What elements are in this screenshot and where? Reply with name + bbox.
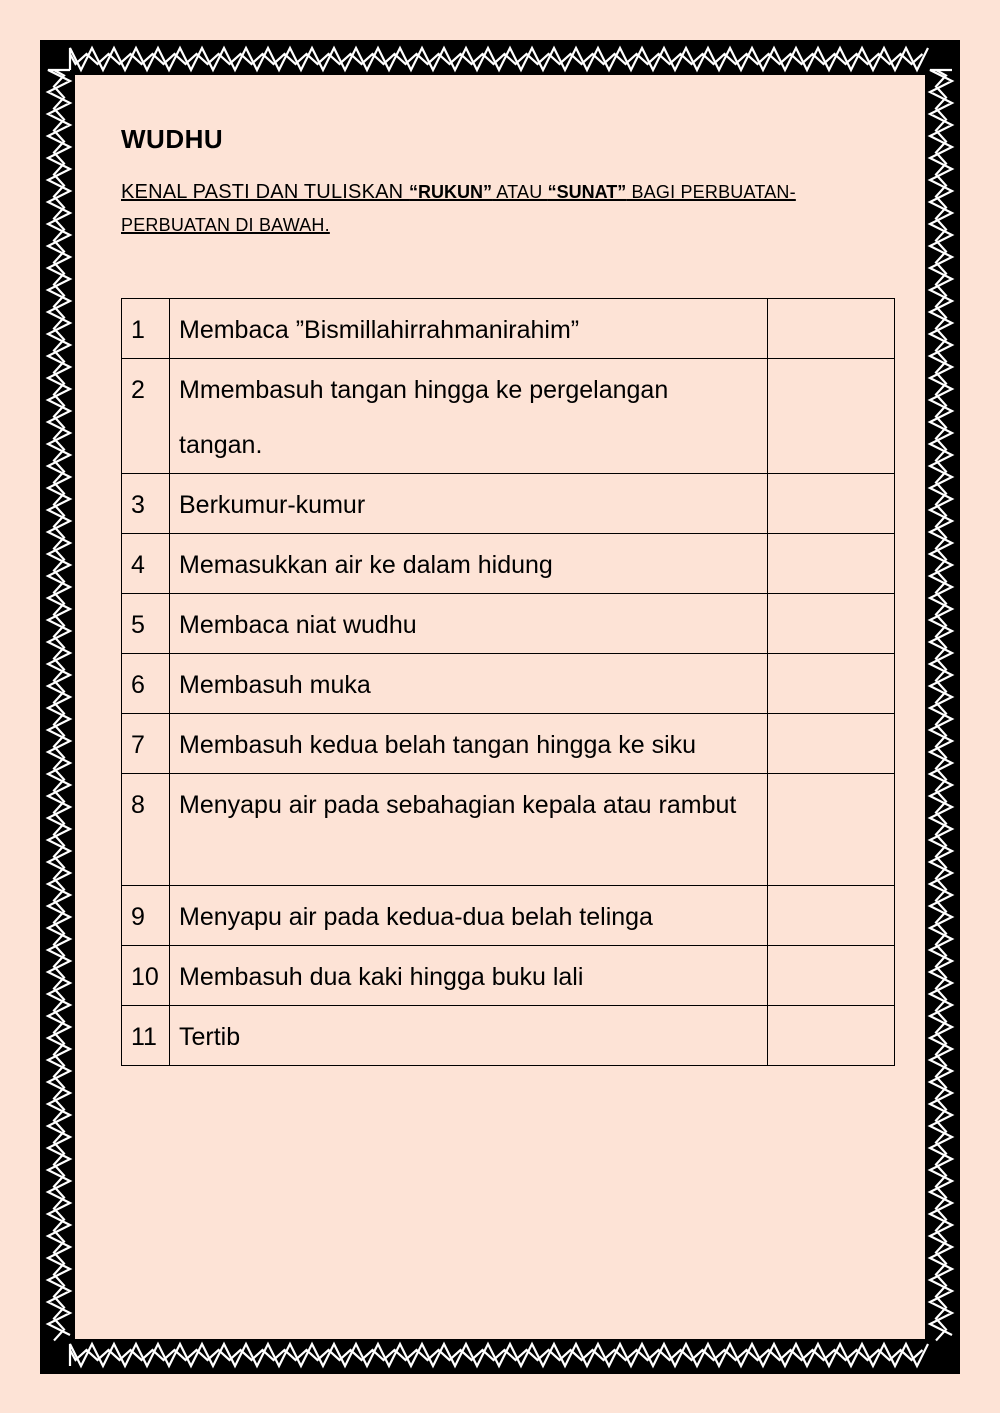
instruction-part3: BAGI PERBUATAN-PERBUATAN DI BAWAH. bbox=[121, 182, 796, 235]
action-description: Membasuh muka bbox=[170, 654, 768, 714]
row-number: 7 bbox=[122, 714, 170, 774]
action-description: Mmembasuh tangan hingga ke pergelangan tangan. bbox=[170, 359, 768, 474]
instruction-part2: ATAU bbox=[492, 182, 548, 202]
table-row bbox=[122, 654, 895, 714]
action-description: Membaca niat wudhu bbox=[170, 594, 768, 654]
table-row bbox=[122, 534, 895, 594]
row-number: 4 bbox=[122, 534, 170, 594]
row-number: 10 bbox=[122, 946, 170, 1006]
table-row bbox=[122, 946, 895, 1006]
action-description: Menyapu air pada sebahagian kepala atau rambut bbox=[170, 774, 768, 886]
instruction-part1: KENAL PASTI DAN TULISKAN bbox=[121, 181, 410, 203]
instruction-text bbox=[121, 176, 881, 242]
row-number: 11 bbox=[122, 1006, 170, 1066]
action-description: Tertib bbox=[170, 1006, 768, 1066]
answer-cell[interactable] bbox=[768, 534, 895, 594]
action-description: Membaca ”Bismillahirrahmanirahim” bbox=[170, 299, 768, 359]
row-number: 5 bbox=[122, 594, 170, 654]
rukun-keyword: “RUKUN” bbox=[409, 182, 493, 202]
action-description: Membasuh dua kaki hingga buku lali bbox=[170, 946, 768, 1006]
table-row bbox=[122, 359, 895, 474]
row-number: 6 bbox=[122, 654, 170, 714]
answer-cell[interactable] bbox=[768, 774, 895, 886]
answer-cell[interactable] bbox=[768, 886, 895, 946]
answer-cell[interactable] bbox=[768, 714, 895, 774]
action-description: Menyapu air pada kedua-dua belah telinga bbox=[170, 886, 768, 946]
action-description: Berkumur-kumur bbox=[170, 474, 768, 534]
table-row bbox=[122, 1006, 895, 1066]
table-row bbox=[122, 594, 895, 654]
answer-cell[interactable] bbox=[768, 594, 895, 654]
wudhu-actions-table bbox=[121, 298, 895, 1066]
action-description: Memasukkan air ke dalam hidung bbox=[170, 534, 768, 594]
answer-cell[interactable] bbox=[768, 474, 895, 534]
table-row bbox=[122, 774, 895, 886]
table-row bbox=[122, 474, 895, 534]
answer-cell[interactable] bbox=[768, 1006, 895, 1066]
table-row bbox=[122, 299, 895, 359]
answer-cell[interactable] bbox=[768, 359, 895, 474]
row-number: 8 bbox=[122, 774, 170, 886]
row-number: 3 bbox=[122, 474, 170, 534]
table-row bbox=[122, 886, 895, 946]
table-row bbox=[122, 714, 895, 774]
row-number: 9 bbox=[122, 886, 170, 946]
row-number: 2 bbox=[122, 359, 170, 474]
answer-cell[interactable] bbox=[768, 946, 895, 1006]
answer-cell[interactable] bbox=[768, 299, 895, 359]
page-title: WUDHU bbox=[121, 124, 224, 154]
sunat-keyword: “SUNAT” bbox=[547, 182, 627, 202]
row-number: 1 bbox=[122, 299, 170, 359]
answer-cell[interactable] bbox=[768, 654, 895, 714]
action-description: Membasuh kedua belah tangan hingga ke siku bbox=[170, 714, 768, 774]
